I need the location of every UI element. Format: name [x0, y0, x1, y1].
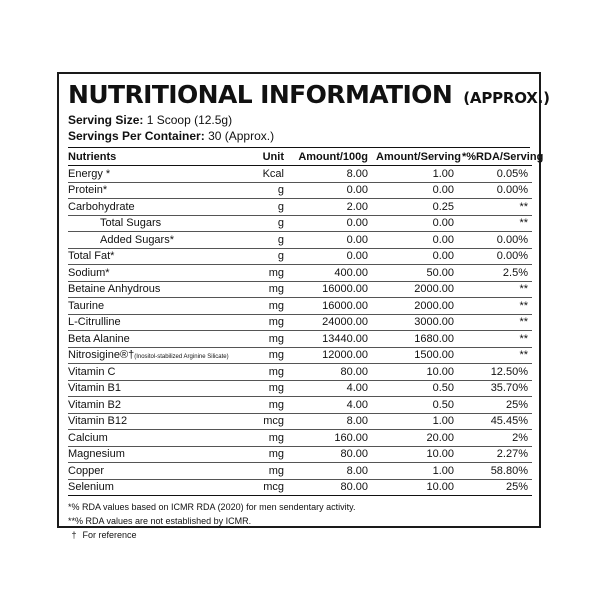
- unit-cell-text: mg: [268, 365, 284, 378]
- unit-cell-text: mg: [268, 448, 284, 461]
- unit-cell: [236, 479, 290, 496]
- unit-cell: [236, 347, 290, 364]
- nutrient-name-text: Magnesium: [68, 448, 125, 461]
- amount-serving-cell-text: 10.00: [426, 448, 454, 461]
- amount-serving-cell-text: 1680.00: [414, 332, 454, 345]
- nutrient-name-text: Total Sugars: [100, 217, 162, 230]
- nutrient-name: [68, 463, 236, 480]
- rda-cell-text: 2%: [512, 431, 528, 444]
- table-row: [68, 463, 532, 480]
- amount-serving-cell-text: 0.50: [432, 382, 454, 395]
- amount-serving-cell-text: 3000.00: [414, 316, 454, 329]
- rda-cell-text: 35.70%: [490, 382, 528, 395]
- nutrient-name: [68, 430, 236, 447]
- unit-cell-text: mg: [268, 266, 284, 279]
- amount-serving-cell-text: 0.50: [432, 398, 454, 411]
- dagger-note: For reference: [82, 530, 137, 540]
- amount-100g-cell-text: 12000.00: [322, 349, 368, 362]
- servings-line: [68, 128, 530, 144]
- amount-100g-cell: [290, 265, 372, 282]
- rda-cell: [458, 182, 532, 199]
- amount-serving-cell-text: 1.00: [432, 167, 454, 180]
- nutrient-name-text: Taurine: [68, 299, 105, 312]
- nutrient-subtitle: (Inositol-stabilized Arginine Silicate): [134, 354, 229, 361]
- unit-cell: [236, 463, 290, 480]
- title-suffix: (APPROX.): [463, 89, 550, 107]
- rda-cell-text: **: [519, 217, 528, 230]
- amount-serving-cell-text: 0.00: [432, 217, 454, 230]
- rda-cell-text: 0.00%: [496, 233, 528, 246]
- amount-100g-cell: [290, 347, 372, 364]
- table-row: [68, 215, 532, 232]
- unit-cell-text: Kcal: [262, 167, 284, 180]
- amount-100g-cell: [290, 281, 372, 298]
- amount-serving-cell: [372, 248, 458, 265]
- servings-label: Servings Per Container:: [68, 129, 205, 143]
- unit-cell-text: g: [277, 250, 284, 263]
- col-header-unit: Unit: [236, 148, 290, 166]
- amount-100g-cell: [290, 380, 372, 397]
- table-row: [68, 430, 532, 447]
- amount-100g-cell-text: 8.00: [346, 167, 368, 180]
- amount-serving-cell: [372, 479, 458, 496]
- amount-100g-cell: [290, 331, 372, 348]
- col-header-amount-serving: Amount/Serving: [372, 148, 458, 166]
- unit-cell: [236, 397, 290, 414]
- nutrient-name: [68, 364, 236, 381]
- table-row: [68, 199, 532, 216]
- amount-serving-cell: [372, 166, 458, 183]
- unit-cell: [236, 232, 290, 249]
- amount-100g-cell: [290, 199, 372, 216]
- title-text: NUTRITIONAL INFORMATION: [68, 80, 453, 109]
- unit-cell: [236, 413, 290, 430]
- rda-cell-text: 0.05%: [496, 167, 528, 180]
- amount-serving-cell-text: 10.00: [426, 481, 454, 494]
- table-row: [68, 166, 532, 183]
- amount-serving-cell: [372, 281, 458, 298]
- nutrient-name: [68, 182, 236, 199]
- rda-cell: [458, 232, 532, 249]
- amount-100g-cell: [290, 215, 372, 232]
- nutrition-table: [68, 148, 544, 496]
- amount-serving-cell: [372, 298, 458, 315]
- serving-size-label: Serving Size:: [68, 113, 144, 127]
- nutrient-name-text: Betaine Anhydrous: [68, 283, 161, 296]
- unit-cell-text: mg: [268, 332, 284, 345]
- nutrient-name: [68, 248, 236, 265]
- rda-cell-text: 58.80%: [490, 464, 528, 477]
- rda-cell: [458, 199, 532, 216]
- unit-cell-text: mcg: [263, 415, 284, 428]
- amount-100g-cell-text: 8.00: [346, 415, 368, 428]
- rda-cell-text: **: [519, 200, 528, 213]
- amount-serving-cell: [372, 446, 458, 463]
- rda-cell-text: 0.00%: [496, 250, 528, 263]
- table-row: [68, 397, 532, 414]
- amount-100g-cell: [290, 182, 372, 199]
- amount-100g-cell: [290, 364, 372, 381]
- amount-serving-cell-text: 0.00: [432, 184, 454, 197]
- amount-100g-cell-text: 24000.00: [322, 316, 368, 329]
- amount-100g-cell: [290, 298, 372, 315]
- rda-cell: [458, 380, 532, 397]
- nutrient-name: [68, 232, 236, 249]
- nutrient-name: [68, 166, 236, 183]
- table-row: [68, 380, 532, 397]
- table-row: [68, 314, 532, 331]
- nutrient-name-text: Nitrosigine®†: [68, 349, 135, 362]
- amount-serving-cell: [372, 331, 458, 348]
- amount-100g-cell-text: 0.00: [346, 250, 368, 263]
- unit-cell-text: mg: [268, 349, 284, 362]
- table-row: [68, 446, 532, 463]
- nutrient-name-text: L-Citrulline: [68, 316, 121, 329]
- amount-100g-cell: [290, 397, 372, 414]
- nutrient-name-text: Copper: [68, 464, 105, 477]
- table-row: [68, 281, 532, 298]
- unit-cell: [236, 166, 290, 183]
- nutrient-name: [68, 281, 236, 298]
- unit-cell: [236, 199, 290, 216]
- rda-cell: [458, 463, 532, 480]
- amount-serving-cell-text: 20.00: [426, 431, 454, 444]
- amount-serving-cell: [372, 413, 458, 430]
- serving-size-value: 1 Scoop (12.5g): [146, 113, 233, 127]
- table-row: [68, 479, 532, 496]
- amount-100g-cell: [290, 413, 372, 430]
- nutrient-name-text: Vitamin B2: [68, 398, 121, 411]
- rda-cell: [458, 347, 532, 364]
- rda-cell-text: 2.27%: [496, 448, 528, 461]
- servings-value: 30 (Approx.): [208, 129, 275, 143]
- col-header-nutrients: Nutrients: [68, 148, 236, 166]
- table-row: [68, 248, 532, 265]
- unit-cell: [236, 182, 290, 199]
- amount-serving-cell: [372, 463, 458, 480]
- amount-100g-cell-text: 80.00: [340, 448, 368, 461]
- amount-100g-cell-text: 2.00: [346, 200, 368, 213]
- amount-serving-cell: [372, 182, 458, 199]
- nutrient-name: [68, 265, 236, 282]
- rda-cell-text: 2.5%: [502, 266, 528, 279]
- rda-cell-text: 45.45%: [490, 415, 528, 428]
- amount-serving-cell: [372, 380, 458, 397]
- nutrient-name-text: Vitamin B1: [68, 382, 121, 395]
- rda-cell: [458, 397, 532, 414]
- nutrient-name: [68, 331, 236, 348]
- unit-cell-text: mg: [268, 464, 284, 477]
- unit-cell: [236, 446, 290, 463]
- unit-cell: [236, 281, 290, 298]
- nutrient-name-text: Sodium*: [68, 266, 110, 279]
- nutrient-name: [68, 314, 236, 331]
- rda-cell: [458, 265, 532, 282]
- amount-100g-cell-text: 16000.00: [322, 283, 368, 296]
- nutrient-name: [68, 215, 236, 232]
- amount-serving-cell: [372, 215, 458, 232]
- rda-cell-text: **: [519, 283, 528, 296]
- table-header-row: [68, 148, 532, 166]
- amount-serving-cell: [372, 199, 458, 216]
- unit-cell-text: mg: [268, 299, 284, 312]
- unit-cell-text: g: [277, 217, 284, 230]
- table-row: [68, 232, 532, 249]
- footnotes: [68, 500, 530, 542]
- table-row: [68, 298, 532, 315]
- amount-serving-cell-text: 0.00: [432, 250, 454, 263]
- nutrient-name: [68, 199, 236, 216]
- nutrient-name-text: Beta Alanine: [68, 332, 130, 345]
- amount-serving-cell: [372, 314, 458, 331]
- amount-serving-cell: [372, 232, 458, 249]
- unit-cell: [236, 314, 290, 331]
- unit-cell-text: mg: [268, 398, 284, 411]
- dagger-symbol: †: [71, 530, 77, 540]
- amount-100g-cell: [290, 232, 372, 249]
- amount-100g-cell-text: 0.00: [346, 217, 368, 230]
- amount-serving-cell-text: 0.00: [432, 233, 454, 246]
- amount-100g-cell: [290, 446, 372, 463]
- nutrient-name-text: Selenium: [68, 481, 114, 494]
- amount-100g-cell-text: 4.00: [346, 382, 368, 395]
- amount-100g-cell-text: 8.00: [346, 464, 368, 477]
- amount-serving-cell: [372, 430, 458, 447]
- col-header-amount-100g: Amount/100g: [290, 148, 372, 166]
- amount-100g-cell-text: 80.00: [340, 481, 368, 494]
- unit-cell-text: g: [277, 184, 284, 197]
- rda-cell: [458, 364, 532, 381]
- table-body: [68, 166, 532, 496]
- rda-cell: [458, 166, 532, 183]
- nutrient-name: [68, 298, 236, 315]
- amount-100g-cell: [290, 430, 372, 447]
- rda-cell-text: **: [519, 332, 528, 345]
- unit-cell-text: g: [277, 233, 284, 246]
- amount-100g-cell-text: 13440.00: [322, 332, 368, 345]
- unit-cell-text: g: [277, 200, 284, 213]
- footnote-reference: [68, 528, 530, 542]
- table-row: [68, 331, 532, 348]
- nutrient-name: [68, 413, 236, 430]
- rda-cell-text: 25%: [505, 398, 528, 411]
- unit-cell: [236, 380, 290, 397]
- amount-serving-cell-text: 1.00: [432, 464, 454, 477]
- serving-size-line: [68, 112, 530, 128]
- rda-cell-text: 25%: [505, 481, 528, 494]
- rda-cell: [458, 314, 532, 331]
- amount-100g-cell: [290, 166, 372, 183]
- unit-cell-text: mg: [268, 382, 284, 395]
- rda-cell: [458, 248, 532, 265]
- rda-cell: [458, 215, 532, 232]
- unit-cell: [236, 364, 290, 381]
- table-row: [68, 413, 532, 430]
- nutrient-name-text: Vitamin C: [68, 365, 116, 378]
- panel-title: [68, 80, 550, 112]
- nutrition-panel: [57, 72, 550, 540]
- amount-100g-cell: [290, 479, 372, 496]
- rda-cell-text: **: [519, 316, 528, 329]
- col-header-rda: *%RDA/Serving: [458, 148, 532, 166]
- amount-100g-cell: [290, 314, 372, 331]
- unit-cell: [236, 215, 290, 232]
- rda-cell: [458, 298, 532, 315]
- table-row: [68, 347, 532, 364]
- unit-cell-text: mg: [268, 283, 284, 296]
- amount-serving-cell: [372, 265, 458, 282]
- amount-serving-cell-text: 2000.00: [414, 283, 454, 296]
- amount-serving-cell-text: 1.00: [432, 415, 454, 428]
- rda-cell-text: 12.50%: [490, 365, 528, 378]
- rda-cell: [458, 430, 532, 447]
- unit-cell: [236, 430, 290, 447]
- amount-serving-cell-text: 0.25: [432, 200, 454, 213]
- amount-100g-cell-text: 0.00: [346, 184, 368, 197]
- rda-cell-text: **: [519, 299, 528, 312]
- rda-cell-text: **: [519, 349, 528, 362]
- amount-serving-cell-text: 1500.00: [414, 349, 454, 362]
- nutrient-name-text: Carbohydrate: [68, 200, 135, 213]
- table-row: [68, 364, 532, 381]
- amount-serving-cell: [372, 364, 458, 381]
- footnote-not-established: **% RDA values are not established by ICMR.: [68, 516, 252, 526]
- rda-cell: [458, 446, 532, 463]
- nutrient-name: [68, 347, 236, 364]
- amount-100g-cell-text: 160.00: [334, 431, 368, 444]
- rda-cell: [458, 331, 532, 348]
- nutrient-name: [68, 380, 236, 397]
- amount-serving-cell-text: 10.00: [426, 365, 454, 378]
- footnote-rda: *% RDA values based on ICMR RDA (2020) for men sendentary activity.: [68, 502, 356, 512]
- amount-serving-cell: [372, 347, 458, 364]
- nutrient-name: [68, 397, 236, 414]
- amount-100g-cell-text: 4.00: [346, 398, 368, 411]
- rda-cell: [458, 281, 532, 298]
- unit-cell-text: mg: [268, 316, 284, 329]
- table-row: [68, 265, 532, 282]
- amount-100g-cell-text: 80.00: [340, 365, 368, 378]
- unit-cell: [236, 331, 290, 348]
- nutrient-name-text: Total Fat*: [68, 250, 115, 263]
- amount-100g-cell: [290, 248, 372, 265]
- amount-100g-cell: [290, 463, 372, 480]
- nutrient-name-text: Added Sugars*: [100, 233, 174, 246]
- nutrient-name: [68, 446, 236, 463]
- unit-cell: [236, 298, 290, 315]
- unit-cell-text: mcg: [263, 481, 284, 494]
- amount-100g-cell-text: 0.00: [346, 233, 368, 246]
- unit-cell-text: mg: [268, 431, 284, 444]
- amount-serving-cell: [372, 397, 458, 414]
- rda-cell: [458, 413, 532, 430]
- rda-cell-text: 0.00%: [496, 184, 528, 197]
- nutrient-name: [68, 479, 236, 496]
- nutrient-name-text: Vitamin B12: [68, 415, 128, 428]
- unit-cell: [236, 248, 290, 265]
- table-row: [68, 182, 532, 199]
- nutrient-name-text: Energy *: [68, 167, 111, 180]
- amount-100g-cell-text: 16000.00: [322, 299, 368, 312]
- nutrient-name-text: Protein*: [68, 184, 108, 197]
- amount-100g-cell-text: 400.00: [334, 266, 368, 279]
- amount-serving-cell-text: 2000.00: [414, 299, 454, 312]
- nutrient-name-text: Calcium: [68, 431, 108, 444]
- rda-cell: [458, 479, 532, 496]
- unit-cell: [236, 265, 290, 282]
- amount-serving-cell-text: 50.00: [426, 266, 454, 279]
